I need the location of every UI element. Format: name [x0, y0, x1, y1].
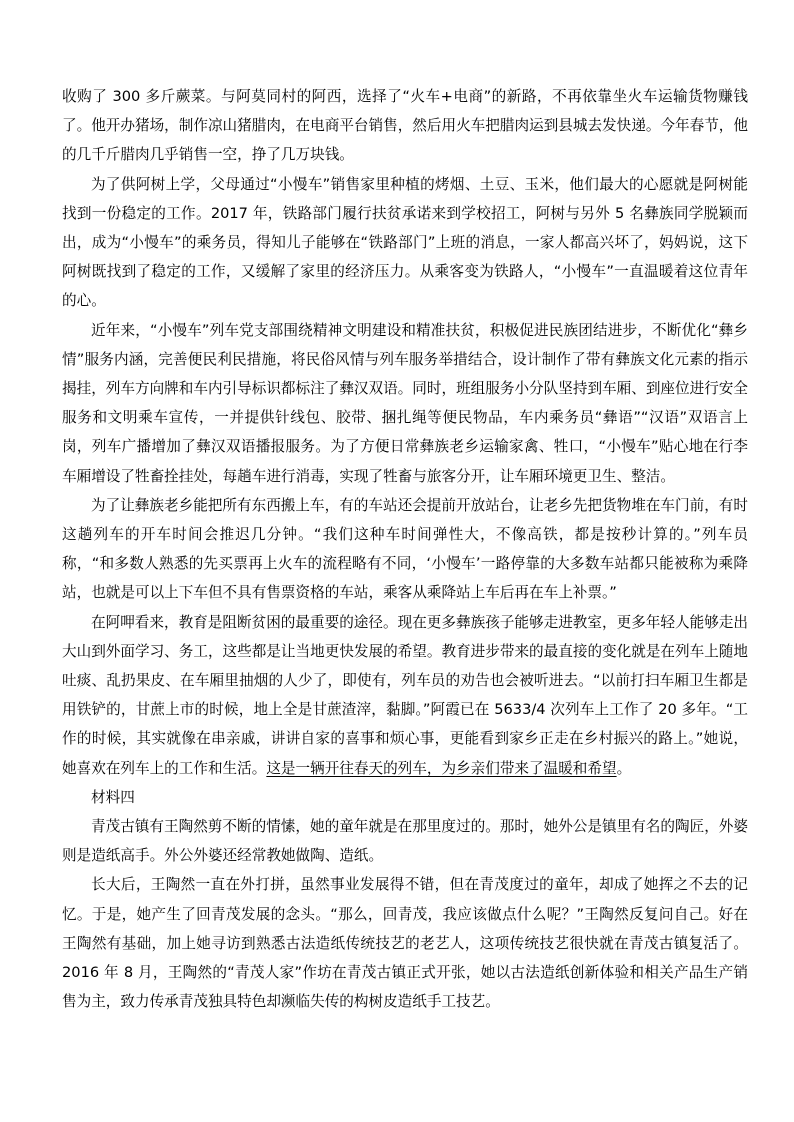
document-page [62, 82, 748, 1017]
education-text: 在阿呷看来，教育是阻断贫困的最重要的途径。现在更多彝族孩子能够走进教室，更多年轻人能够走出大山到外面学习、务工，这些都是让当地更快发展的希望。教育进步带来的最直接的变化就是在列车上随地吐痰、乱扔果皮、在车厢里抽烟的人少了，即使有，列车员的劝告也会被听进去。“以前打扫车厢卫生都是用铁铲的，甘蔗上市的时候，地上全是甘蔗渣滓，黏脚。”阿霞已在 5633/4 次列车上工作了 20 多年。“工作的时候，其实就像在串亲戚，讲讲自家的喜事和烦心事，更能看到家乡正走在乡村振兴的路上。”她说，她喜欢在列车上的工作和生活。 [62, 613, 748, 777]
paragraph-qingmao-childhood: 青茂古镇有王陶然剪不断的情愫，她的童年就是在那里度过的。那时，她外公是镇里有名的陶匠，外婆则是造纸高手。外公外婆还经常教她做陶、造纸。 [62, 818, 748, 865]
paragraph-qingmao-return: 长大后，王陶然一直在外打拼，虽然事业发展得不错，但在青茂度过的童年，却成了她挥之不去的记忆。于是，她产生了回青茂发展的念头。“那么，回青茂，我应该做点什么呢？”王陶然反复问自己。好在王陶然有基础，加上她寻访到熟悉古法造纸传统技艺的老艺人，这项传统技艺很快就在青茂古镇复活了。2016 年 8 月，王陶然的“青茂人家”作坊在青茂古镇正式开张，她以古法造纸创新体验和相关产品生产销售为主，致力传承青茂独具特色却濒临失传的构树皮造纸手工技艺。 [62, 876, 748, 1011]
paragraph-continuation: 收购了 300 多斤蕨菜。与阿莫同村的阿西，选择了“火车+电商”的新路，不再依靠坐火车运输货物赚钱了。他开办猪场，制作凉山猪腊肉，在电商平台销售，然后用火车把腊肉运到县城去发快递。今年春节，他的几千斤腊肉几乎销售一空，挣了几万块钱。 [62, 88, 748, 164]
underlined-sentence: 这是一辆开往春天的列车，为乡亲们带来了温暖和希望 [266, 759, 617, 777]
paragraph-station: 为了让彝族老乡能把所有东西搬上车，有的车站还会提前开放站台，让老乡先把货物堆在车门前，有时这趟列车的开车时间会推迟几分钟。“我们这种车时间弹性大，不像高铁，都是按秒计算的。”列车员称，“和多数人熟悉的先买票再上火车的流程略有不同，‘小慢车’一路停靠的大多数车站都只能被称为乘降站，也就是可以上下车但不具有售票资格的车站，乘客从乘降站上车后再在车上补票。” [62, 496, 748, 602]
section-heading-material-4: 材料四 [91, 788, 135, 806]
paragraph-ashu: 为了供阿树上学，父母通过“小慢车”销售家里种植的烤烟、土豆、玉米，他们最大的心愿就是阿树能找到一份稳定的工作。2017 年，铁路部门履行扶贫承诺来到学校招工，阿树与另外 5 名彝族同学脱颖而出，成为“小慢车”的乘务员，得知儿子能够在“铁路部门”上班的消息，一家人都高兴坏了，妈妈说，这下阿树既找到了稳定的工作，又缓解了家里的经济压力。从乘客变为铁路人，“小慢车”一直温暖着这位青年的心。 [62, 175, 748, 310]
paragraph-party-branch: 近年来，“小慢车”列车党支部围绕精神文明建设和精准扶贫，积极促进民族团结进步，不断优化“彝乡情”服务内涵，完善便民利民措施，将民俗风情与列车服务举措结合，设计制作了带有彝族文化元素的指示揭挂，列车方向牌和车内引导标识都标注了彝汉双语。同时，班组服务小分队坚持到车厢、到座位进行安全服务和文明乘车宣传，一并提供针线包、胶带、捆扎绳等便民物品，车内乘务员“彝语”“汉语”双语言上岗，列车广播增加了彝汉双语播报服务。为了方便日常彝族老乡运输家禽、牲口，“小慢车”贴心地在行李车厢增设了牲畜拴挂处，每趟车进行消毒，实现了牲畜与旅客分开，让车厢环境更卫生、整洁。 [62, 321, 748, 485]
paragraph-education [62, 608, 748, 783]
education-end-punct: 。 [616, 759, 632, 777]
